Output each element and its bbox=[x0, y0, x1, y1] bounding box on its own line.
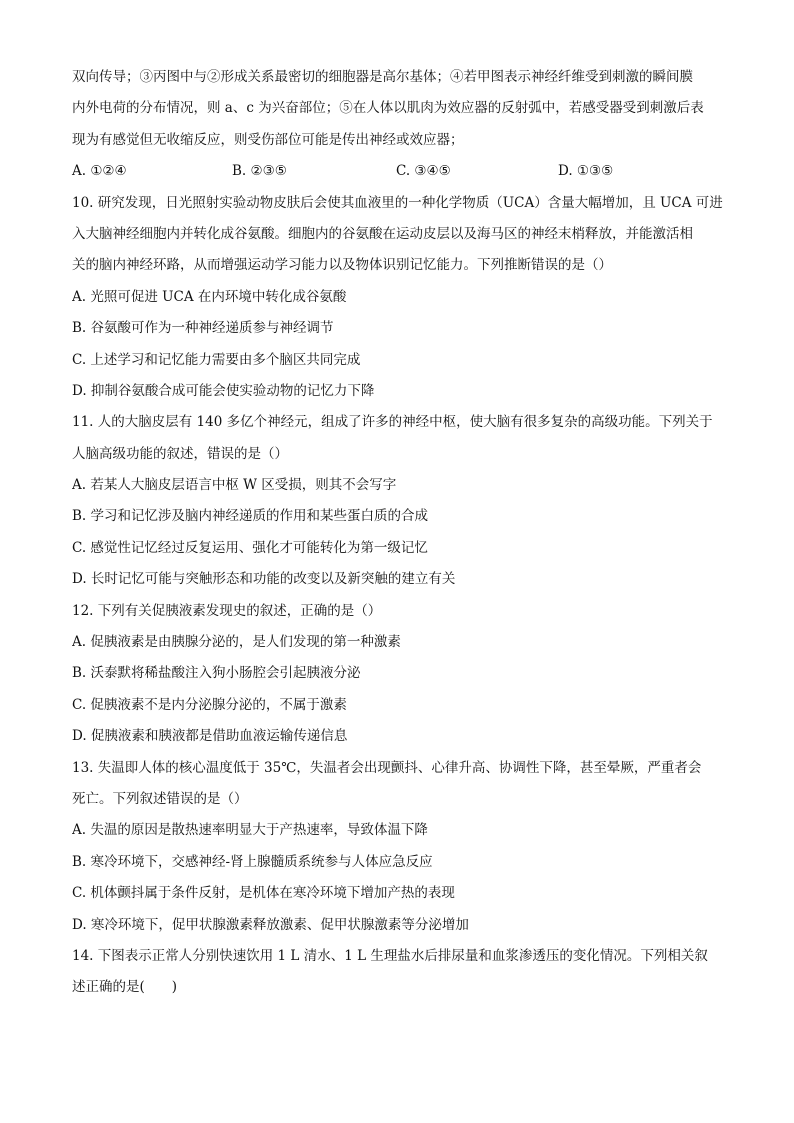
question-12 bbox=[72, 596, 724, 753]
option-b: B. ②③⑤ bbox=[232, 163, 287, 180]
option-d: D. 长时记忆可能与突触形态和功能的改变以及新突触的建立有关 bbox=[72, 571, 456, 588]
option-d: D. 促胰液素和胰液都是借助血液运输传递信息 bbox=[72, 728, 348, 745]
question-9-options bbox=[72, 156, 724, 187]
option-b: B. 沃泰默将稀盐酸注入狗小肠腔会引起胰液分泌 bbox=[72, 665, 361, 682]
question-stem-line: 10. 研究发现，日光照射实验动物皮肤后会使其血液里的一种化学物质（UCA）含量大幅增加，且 UCA 可进 bbox=[72, 194, 723, 211]
question-9-continuation bbox=[72, 62, 724, 188]
option-a: A. ①②④ bbox=[72, 163, 127, 180]
question-10 bbox=[72, 188, 724, 408]
option-a: A. 若某人大脑皮层语言中枢 W 区受损，则其不会写字 bbox=[72, 477, 397, 494]
question-stem-line: 13. 失温即人体的核心温度低于 35℃，失温者会出现颤抖、心律升高、协调性下降，甚至晕厥，严重者会 bbox=[72, 759, 702, 776]
question-stem-line: 12. 下列有关促胰液素发现史的叙述，正确的是（） bbox=[72, 602, 382, 619]
option-c: C. 感觉性记忆经过反复运用、强化才可能转化为第一级记忆 bbox=[72, 539, 428, 556]
option-c: C. 上述学习和记忆能力需要由多个脑区共同完成 bbox=[72, 351, 361, 368]
option-a: A. 失温的原因是散热速率明显大于产热速率，导致体温下降 bbox=[72, 822, 428, 839]
option-b: B. 寒冷环境下，交感神经-肾上腺髓质系统参与人体应急反应 bbox=[72, 853, 433, 870]
option-a: A. 光照可促进 UCA 在内环境中转化成谷氨酸 bbox=[72, 288, 347, 305]
option-b: B. 学习和记忆涉及脑内神经递质的作用和某些蛋白质的合成 bbox=[72, 508, 429, 525]
option-d: D. 抑制谷氨酸合成可能会使实验动物的记忆力下降 bbox=[72, 382, 375, 399]
text-line: 内外电荷的分布情况，则 a、c 为兴奋部位；⑤在人体以肌肉为效应器的反射弧中，若感受器受到刺激后表 bbox=[72, 100, 704, 117]
option-c: C. 促胰液素不是内分泌腺分泌的，不属于激素 bbox=[72, 696, 347, 713]
question-stem-line: 14. 下图表示正常人分别快速饮用 1 L 清水、1 L 生理盐水后排尿量和血浆渗透压的变化情况。下列相关叙 bbox=[72, 947, 708, 964]
question-stem-line: 11. 人的大脑皮层有 140 多亿个神经元，组成了许多的神经中枢，使大脑有很多复杂的高级功能。下列关于 bbox=[72, 414, 713, 431]
option-d: D. ①③⑤ bbox=[558, 163, 614, 180]
option-c: C. ③④⑤ bbox=[396, 163, 451, 180]
option-d: D. 寒冷环境下，促甲状腺激素释放激素、促甲状腺激素等分泌增加 bbox=[72, 916, 469, 933]
question-13 bbox=[72, 753, 724, 941]
text-line: 现为有感觉但无收缩反应，则受伤部位可能是传出神经或效应器； bbox=[72, 131, 464, 148]
question-stem-line: 入大脑神经细胞内并转化成谷氨酸。细胞内的谷氨酸在运动皮层以及海马区的神经末梢释放，并能激活相 bbox=[72, 225, 693, 242]
option-a: A. 促胰液素是由胰腺分泌的，是人们发现的第一种激素 bbox=[72, 634, 401, 651]
question-stem-line: 述正确的是( ) bbox=[72, 979, 178, 996]
question-14 bbox=[72, 941, 724, 1004]
exam-page bbox=[72, 62, 724, 1004]
question-11 bbox=[72, 407, 724, 595]
question-stem-line: 关的脑内神经环路，从而增强运动学习能力以及物体识别记忆能力。下列推断错误的是（） bbox=[72, 257, 612, 274]
question-stem-line: 人脑高级功能的叙述，错误的是（） bbox=[72, 445, 288, 462]
option-b: B. 谷氨酸可作为一种神经递质参与神经调节 bbox=[72, 320, 334, 337]
option-c: C. 机体颤抖属于条件反射，是机体在寒冷环境下增加产热的表现 bbox=[72, 885, 455, 902]
question-stem-line: 死亡。下列叙述错误的是（） bbox=[72, 790, 248, 807]
text-line: 双向传导；③丙图中与②形成关系最密切的细胞器是高尔基体；④若甲图表示神经纤维受到刺激的瞬间膜 bbox=[72, 69, 693, 85]
